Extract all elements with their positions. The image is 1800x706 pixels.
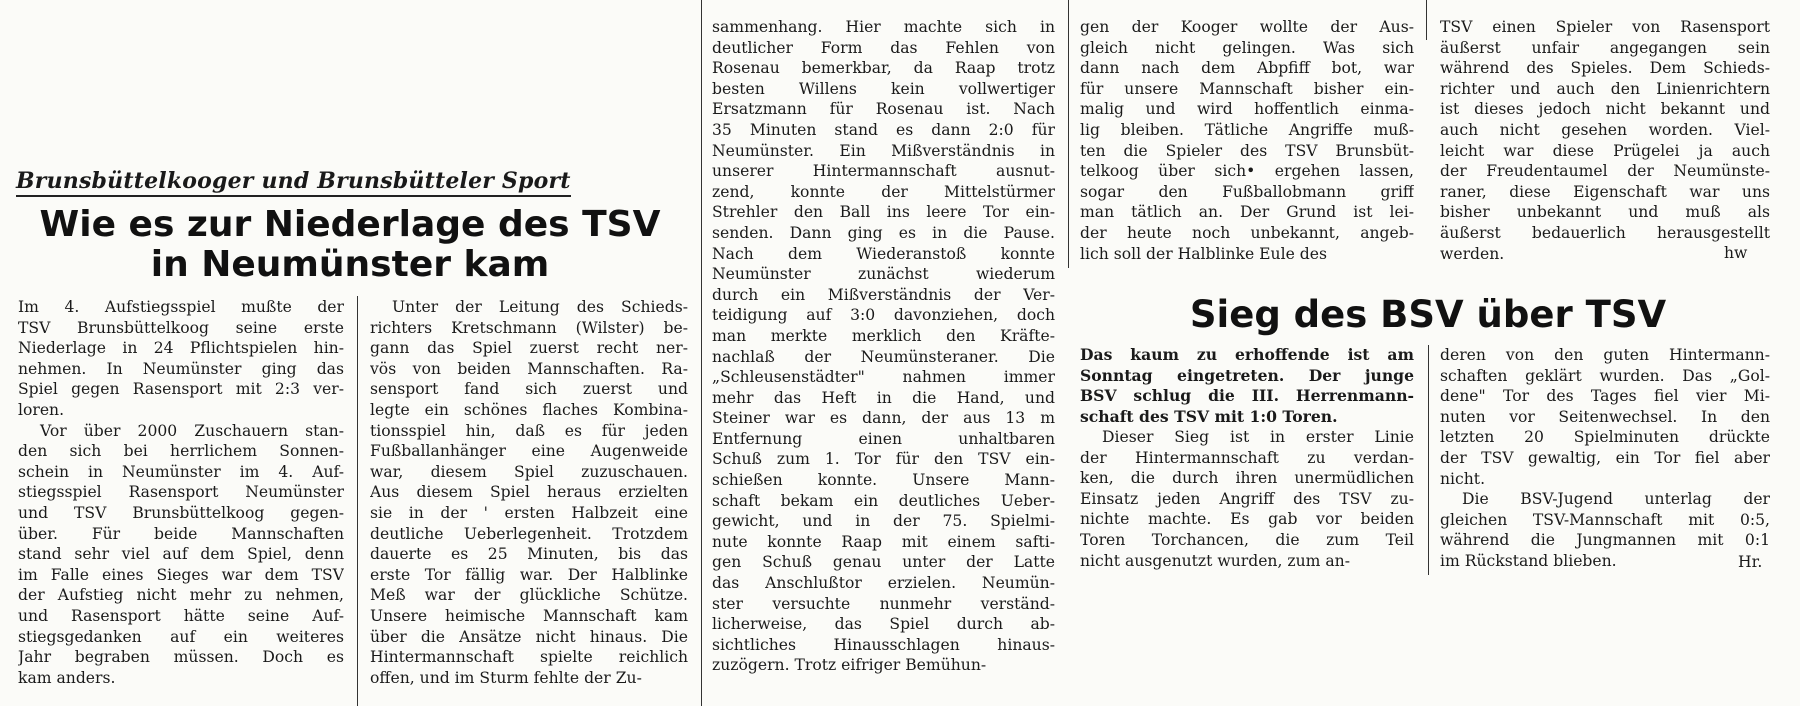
text-line: Hintermannschaft spielte reichlich: [370, 648, 688, 667]
text-line: malig und wird hoffentlich einma-: [1080, 100, 1414, 119]
text-line: Ersatzmann für Rosenau ist. Nach: [712, 100, 1055, 119]
text-line: deutliche Ueberlegenheit. Trotzdem: [370, 524, 688, 543]
text-line: gewicht, und in der 75. Spielmi-: [712, 512, 1055, 531]
text-line: gen Schuß genau unter der Latte: [712, 553, 1055, 572]
text-line: loren.: [18, 400, 65, 419]
text-line: senden. Dann ging es in die Pause.: [712, 223, 1055, 242]
text-line: nicht ausgenutzt wurden, zum an-: [1080, 551, 1350, 570]
text-line: der heute noch unbekannt, angeb-: [1080, 223, 1414, 242]
column-rule-4: [1426, 0, 1427, 40]
text-line: deutlicher Form das Fehlen von: [712, 38, 1055, 57]
text-line: Unter der Leitung des Schieds-: [392, 298, 688, 316]
text-line: Neumünster zunächst wiederum: [712, 265, 1055, 284]
text-line: schaft bekam ein deutliches Ueber-: [712, 491, 1055, 510]
text-line: Steiner war es dann, der aus 13 m: [712, 409, 1055, 428]
text-line: Einsatz jeden Angriff des TSV zu-: [1080, 489, 1414, 508]
text-line: deren von den guten Hintermann-: [1440, 346, 1770, 364]
text-line: gleichen TSV-Mannschaft mit 0:5,: [1440, 510, 1770, 529]
headline-line-2: in Neumünster kam: [150, 244, 550, 285]
text-line: licherweise, das Spiel durch ab-: [712, 615, 1055, 634]
column-rule-2: [701, 0, 702, 706]
text-line: legte ein schönes flaches Kombina-: [370, 400, 688, 419]
text-line: stiegsspiel Rasensport Neumünster: [18, 483, 344, 502]
text-line: Nach dem Wiederanstoß konnte: [712, 244, 1055, 263]
text-line: stand sehr viel auf dem Spiel, denn: [18, 545, 344, 564]
author-initials-hr: Hr.: [1738, 553, 1763, 571]
text-line: im Rückstand blieben.: [1440, 551, 1617, 570]
text-line: Entfernung einen unhaltbaren: [712, 429, 1055, 448]
text-line: tionsspiel hin, daß es für jeden: [370, 421, 688, 440]
text-line: Toren Torchancen, die zum Teil: [1080, 530, 1414, 549]
text-line: Jahr begraben müssen. Doch es: [18, 648, 344, 667]
article2-lead: [1080, 345, 1414, 427]
text-line: während des Spieles. Dem Schieds-: [1440, 59, 1770, 78]
text-line: das Anschlußtor erzielen. Neumün-: [712, 574, 1055, 593]
text-line: nute konnte Raap mit einem safti-: [712, 532, 1055, 551]
text-line: den sich bei herrlichem Sonnen-: [18, 442, 344, 461]
article2-column-2: [1440, 345, 1770, 572]
text-line: im Falle eines Sieges war dem TSV: [18, 565, 344, 584]
text-line: TSV Brunsbüttelkoog seine erste: [18, 318, 344, 337]
text-line: erste Tor fällig war. Der Halblinke: [370, 565, 688, 584]
text-line: und TSV Brunsbüttelkoog gegen-: [18, 503, 344, 522]
text-line: Schuß zum 1. Tor für den TSV ein-: [712, 450, 1055, 469]
text-line: nachlaß der Neumünsteraner. Die: [712, 347, 1055, 366]
text-line: schaften geklärt wurden. Das „Gol-: [1440, 366, 1770, 385]
text-line: nicht.: [1440, 469, 1486, 488]
text-line: Aus diesem Spiel heraus erzielten: [370, 483, 688, 502]
article2-headline: Sieg des BSV über TSV: [1189, 293, 1667, 336]
text-line: sichtliches Hinausschlagen hinaus-: [712, 635, 1055, 654]
column-rule-1: [357, 296, 358, 706]
text-line: war, diesem Spiel zuzuschauen.: [370, 462, 688, 481]
text-line: der Hintermannschaft zu verdan-: [1080, 448, 1414, 467]
text-line: BSV schlug die III. Herrenmann-: [1080, 386, 1414, 406]
text-line: während die Jungmannen mit 0:1: [1440, 531, 1770, 550]
text-line: bisher unbekannt und muß als: [1440, 203, 1770, 222]
text-line: Im 4. Aufstiegsspiel mußte der: [18, 298, 344, 316]
text-line: äußerst unfair angegangen sein: [1440, 38, 1770, 57]
text-line: Dieser Sieg ist in erster Linie: [1102, 428, 1414, 446]
text-line: letzten 20 Spielminuten drückte: [1440, 428, 1770, 447]
text-line: dauerte es 25 Minuten, bis das: [370, 545, 688, 564]
text-line: teidigung auf 3:0 davonziehen, doch: [712, 306, 1055, 325]
text-line: Unsere heimische Mannschaft kam: [370, 606, 688, 625]
text-line: dann nach dem Abpfiff bot, war: [1080, 59, 1414, 78]
text-line: Spiel gegen Rasensport mit 2:3 ver-: [18, 380, 344, 399]
headline-line-1: Wie es zur Niederlage des TSV: [39, 204, 661, 245]
text-line: äußerst bedauerlich herausgestellt: [1440, 223, 1770, 242]
text-line: der Aufstieg nicht mehr zu nehmen,: [18, 586, 344, 605]
text-line: Rosenau bemerkbar, da Raap trotz: [712, 59, 1055, 78]
text-line: leicht war diese Prügelei ja auch: [1440, 141, 1770, 160]
text-line: Vor über 2000 Zuschauern stan-: [40, 421, 344, 440]
text-line: raner, diese Eigenschaft war uns: [1440, 182, 1770, 201]
text-line: nehmen. In Neumünster ging das: [18, 359, 344, 378]
text-line: sensport fand sich zuerst und: [370, 380, 688, 399]
text-line: Das kaum zu erhoffende ist am: [1080, 345, 1414, 364]
text-line: ken, die durch ihren unermüdlichen: [1080, 469, 1414, 488]
text-line: Meß war der glückliche Schütze.: [370, 586, 688, 605]
text-line: unserer Hintermannschaft ausnut-: [712, 162, 1055, 181]
article-column-4: [1080, 17, 1414, 264]
text-line: sammenhang. Hier machte sich in: [712, 18, 1055, 36]
text-line: nuten vor Seitenwechsel. In den: [1440, 407, 1770, 426]
text-line: richters Kretschmann (Wilster) be-: [370, 318, 688, 337]
text-line: ster versuchte nunmehr verständ-: [712, 594, 1055, 613]
text-line: über die Ansätze nicht hinaus. Die: [370, 627, 688, 646]
text-line: telkoog über sich• ergehen lassen,: [1080, 162, 1414, 181]
text-line: stiegsgedanken auf ein weiteres: [18, 627, 344, 646]
text-line: lig bleiben. Tätliche Angriffe muß-: [1080, 120, 1414, 139]
text-line: Fußballanhänger eine Augenweide: [370, 442, 688, 461]
text-line: man merkte merklich den Kräfte-: [712, 326, 1055, 345]
text-line: gann das Spiel zuerst recht ner-: [370, 339, 688, 358]
text-line: ten die Spieler des TSV Brunsbüt-: [1080, 141, 1414, 160]
text-line: man tätlich an. Der Grund ist lei-: [1080, 203, 1414, 222]
text-line: schaft des TSV mit 1:0 Toren.: [1080, 406, 1338, 426]
text-line: lich soll der Halblinke Eule des: [1080, 244, 1327, 263]
text-line: schießen konnte. Unsere Mann-: [712, 471, 1055, 490]
text-line: Die BSV-Jugend unterlag der: [1462, 490, 1770, 509]
text-line: mehr das Heft in die Hand, und: [712, 388, 1055, 407]
text-line: gleich nicht gelingen. Was sich: [1080, 38, 1414, 57]
text-line: durch ein Mißverständnis der Ver-: [712, 285, 1055, 304]
text-line: vös von beiden Mannschaften. Ra-: [370, 359, 688, 378]
text-line: TSV einen Spieler von Rasensport: [1440, 18, 1770, 36]
text-line: 35 Minuten stand es dann 2:0 für: [712, 120, 1055, 139]
text-line: auch nicht gesehen worden. Viel-: [1440, 120, 1770, 139]
article-column-1: [18, 297, 344, 688]
text-line: offen, und im Sturm fehlte der Zu-: [370, 668, 642, 687]
text-line: schein in Neumünster im 4. Auf-: [18, 462, 344, 481]
text-line: kam anders.: [18, 668, 116, 687]
section-kicker: Brunsbüttelkooger und Brunsbütteler Sport: [16, 168, 571, 197]
text-line: ist dieses jedoch nicht bekannt und: [1440, 100, 1770, 119]
text-line: sie in der ' ersten Halbzeit eine: [370, 503, 688, 522]
text-line: für unsere Mannschaft bisher ein-: [1080, 79, 1414, 98]
article2-column-1: [1080, 427, 1414, 571]
text-line: und Rasensport hätte seine Auf-: [18, 606, 344, 625]
text-line: gen der Kooger wollte der Aus-: [1080, 18, 1414, 36]
text-line: der TSV gewaltig, ein Tor fiel aber: [1440, 448, 1770, 467]
text-line: nichte machte. Es gab vor beiden: [1080, 510, 1414, 529]
text-line: zuzögern. Trotz eifriger Bemühun-: [712, 656, 987, 675]
text-line: Sonntag eingetreten. Der junge: [1080, 365, 1414, 385]
text-line: über. Für beide Mannschaften: [18, 524, 344, 543]
column-rule-3: [1068, 0, 1069, 268]
text-line: richter und auch den Linienrichtern: [1440, 79, 1770, 98]
article-column-3: [712, 17, 1055, 676]
text-line: der Freudentaumel der Neumünste-: [1440, 162, 1770, 181]
article-column-5: [1440, 17, 1770, 264]
article-headline: [10, 205, 690, 285]
text-line: Strehler den Ball ins leere Tor ein-: [712, 203, 1055, 222]
text-line: dene" Tor des Tages fiel vier Mi-: [1440, 387, 1770, 406]
text-line: Niederlage in 24 Pflichtspielen hin-: [18, 339, 344, 358]
text-line: Neumünster. Ein Mißverständnis in: [712, 141, 1055, 160]
text-line: zend, konnte der Mittelstürmer: [712, 182, 1055, 201]
author-initials-hw: hw: [1724, 244, 1748, 262]
text-line: sogar den Fußballobmann griff: [1080, 182, 1414, 201]
article-column-2: [370, 297, 688, 688]
text-line: besten Willens kein vollwertiger: [712, 79, 1055, 98]
column-rule-5: [1428, 345, 1429, 575]
text-line: werden.: [1440, 244, 1505, 263]
text-line: „Schleusenstädter" nahmen immer: [712, 368, 1055, 387]
